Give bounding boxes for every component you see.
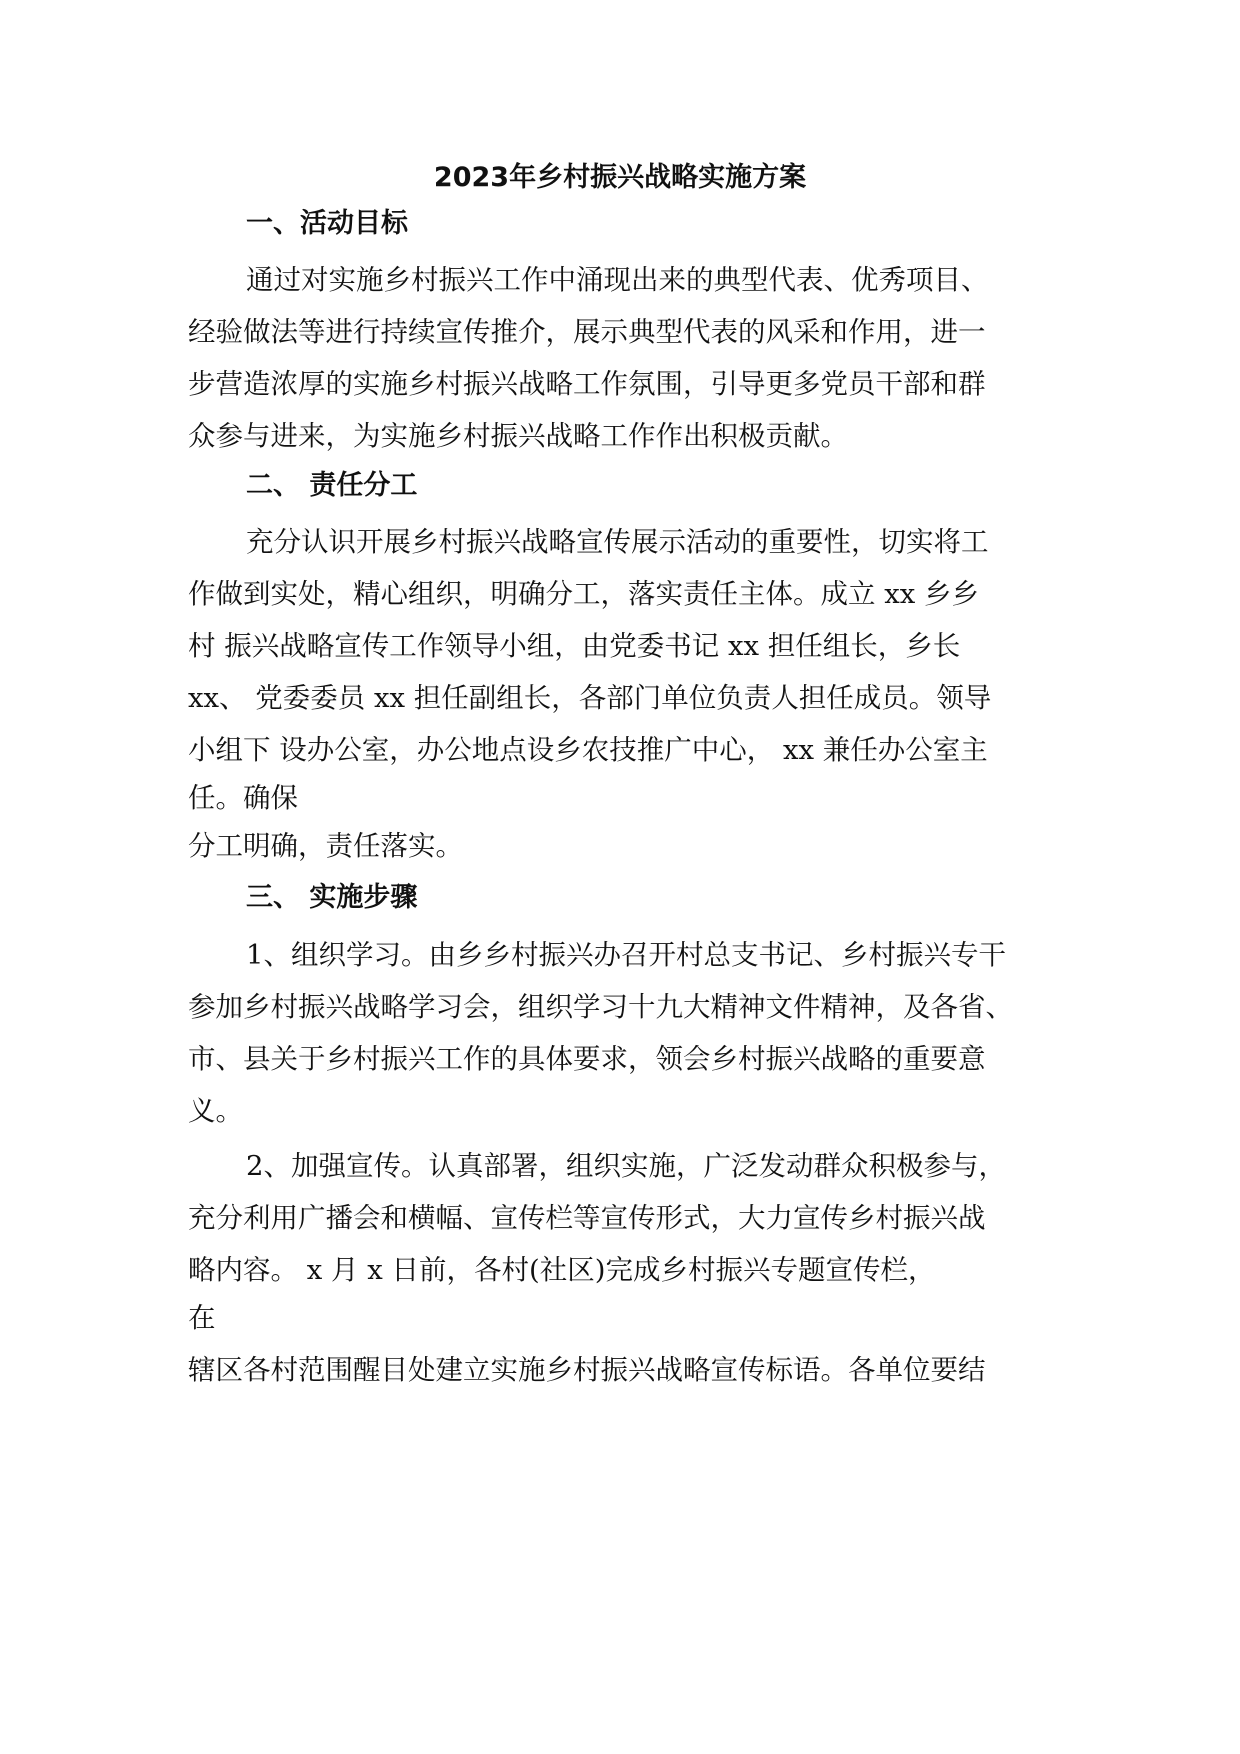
paragraph-line: 小组下 设办公室，办公地点设乡农技推广中心， xx 兼任办公室主: [188, 734, 988, 766]
paragraph-line: 略内容。 x 月 x 日前，各村(社区)完成乡村振兴专题宣传栏，: [188, 1254, 936, 1286]
paragraph-line: 众参与进来，为实施乡村振兴战略工作作出积极贡献。: [188, 420, 848, 452]
paragraph-line: 市、县关于乡村振兴工作的具体要求，领会乡村振兴战略的重要意: [188, 1043, 986, 1075]
section-heading-goals: 一、活动目标: [246, 208, 408, 239]
paragraph-line: 村 振兴战略宣传工作领导小组，由党委书记 xx 担任组长，乡长: [188, 630, 961, 662]
paragraph-line: 任。确保: [188, 782, 298, 814]
paragraph-line: 辖区各村范围醒目处建立实施乡村振兴战略宣传标语。各单位要结: [188, 1354, 986, 1386]
paragraph-line: 作做到实处，精心组织，明确分工，落实责任主体。成立 xx 乡乡: [188, 578, 979, 610]
section-heading-steps: 三、 实施步骤: [246, 882, 418, 913]
paragraph-line: 参加乡村振兴战略学习会，组织学习十九大精神文件精神，及各省、: [188, 991, 1013, 1023]
paragraph-line: 在: [188, 1302, 216, 1334]
paragraph-line: 充分利用广播会和横幅、宣传栏等宣传形式，大力宣传乡村振兴战: [188, 1202, 986, 1234]
paragraph-line: 义。: [188, 1095, 243, 1127]
paragraph-line: xx、 党委委员 xx 担任副组长，各部门单位负责人担任成员。领导: [188, 682, 992, 714]
paragraph-line: 步营造浓厚的实施乡村振兴战略工作氛围，引导更多党员干部和群: [188, 368, 986, 400]
paragraph-line: 1、组织学习。由乡乡村振兴办召开村总支书记、乡村振兴专干: [246, 939, 1006, 971]
section-heading-responsibilities: 二、 责任分工: [246, 470, 418, 501]
paragraph-line: 通过对实施乡村振兴工作中涌现出来的典型代表、优秀项目、: [246, 264, 989, 296]
paragraph-line: 分工明确，责任落实。: [188, 830, 463, 862]
paragraph-line: 经验做法等进行持续宣传推介，展示典型代表的风采和作用，进一: [188, 316, 986, 348]
paragraph-line: 2、加强宣传。认真部署，组织实施，广泛发动群众积极参与，: [246, 1150, 1006, 1182]
document-title: 2023年乡村振兴战略实施方案: [433, 162, 807, 193]
paragraph-line: 充分认识开展乡村振兴战略宣传展示活动的重要性，切实将工: [246, 526, 989, 558]
